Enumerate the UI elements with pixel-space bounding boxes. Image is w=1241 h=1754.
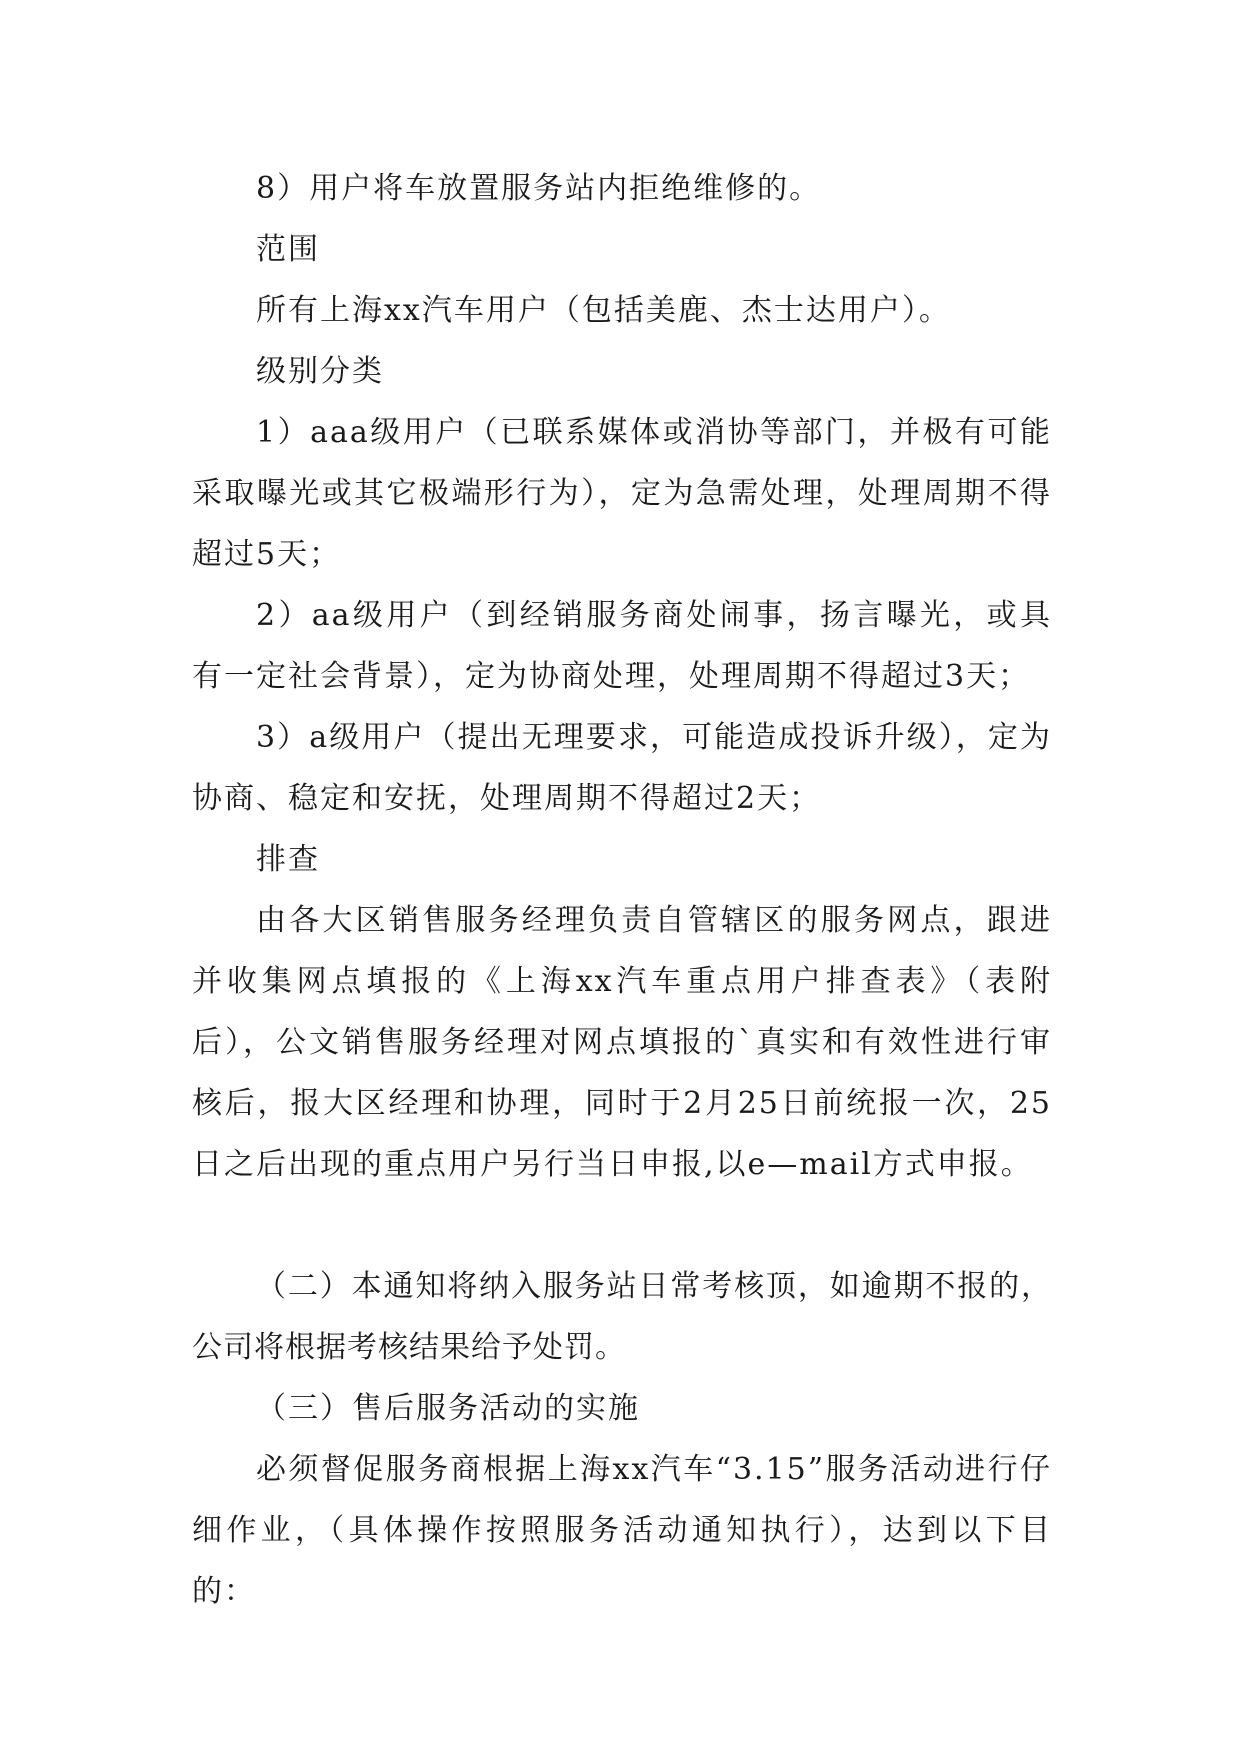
paragraph-level-aa: 2）aa级用户（到经销服务商处闹事，扬言曝光，或具有一定社会背景），定为协商处理，处理周期不得超过3天；: [192, 598, 1052, 694]
heading-investigation: 排查: [256, 842, 320, 877]
heading-scope: 范围: [256, 232, 320, 267]
paragraph-level-aaa: 1）aaa级用户（已联系媒体或消协等部门，并极有可能采取曝光或其它极端形行为），定为急需处理，处理周期不得超过5天；: [192, 415, 1052, 572]
paragraph-item-8: 8）用户将车放置服务站内拒绝维修的。: [256, 171, 822, 206]
heading-section-three: （三）售后服务活动的实施: [256, 1391, 640, 1426]
paragraph-section-two: （二）本通知将纳入服务站日常考核顶，如逾期不报的，公司将根据考核结果给予处罚。: [192, 1269, 1052, 1365]
paragraph-section-three: 必须督促服务商根据上海xx汽车“3.15”服务活动进行仔细作业，（具体操作按照服务活动通知执行），达到以下目的：: [192, 1452, 1052, 1609]
document-body: [192, 158, 1052, 1622]
paragraph-scope: 所有上海xx汽车用户（包括美鹿、杰士达用户）。: [256, 293, 951, 328]
paragraph-spacer: [192, 1195, 1052, 1256]
paragraph-level-a: 3）a级用户（提出无理要求，可能造成投诉升级），定为协商、稳定和安抚，处理周期不得超过2天；: [192, 720, 1052, 816]
heading-level-classification: 级别分类: [256, 354, 384, 389]
paragraph-investigation: 由各大区销售服务经理负责自管辖区的服务网点，跟进并收集网点填报的《上海xx汽车重点用户排查表》（表附后），公文销售服务经理对网点填报的`真实和有效性进行审核后，报大区经理和协理，同时于2月25日前统报一次，25日之后出现的重点用户另行当日申报,以e—mail方式申报。: [192, 903, 1052, 1182]
